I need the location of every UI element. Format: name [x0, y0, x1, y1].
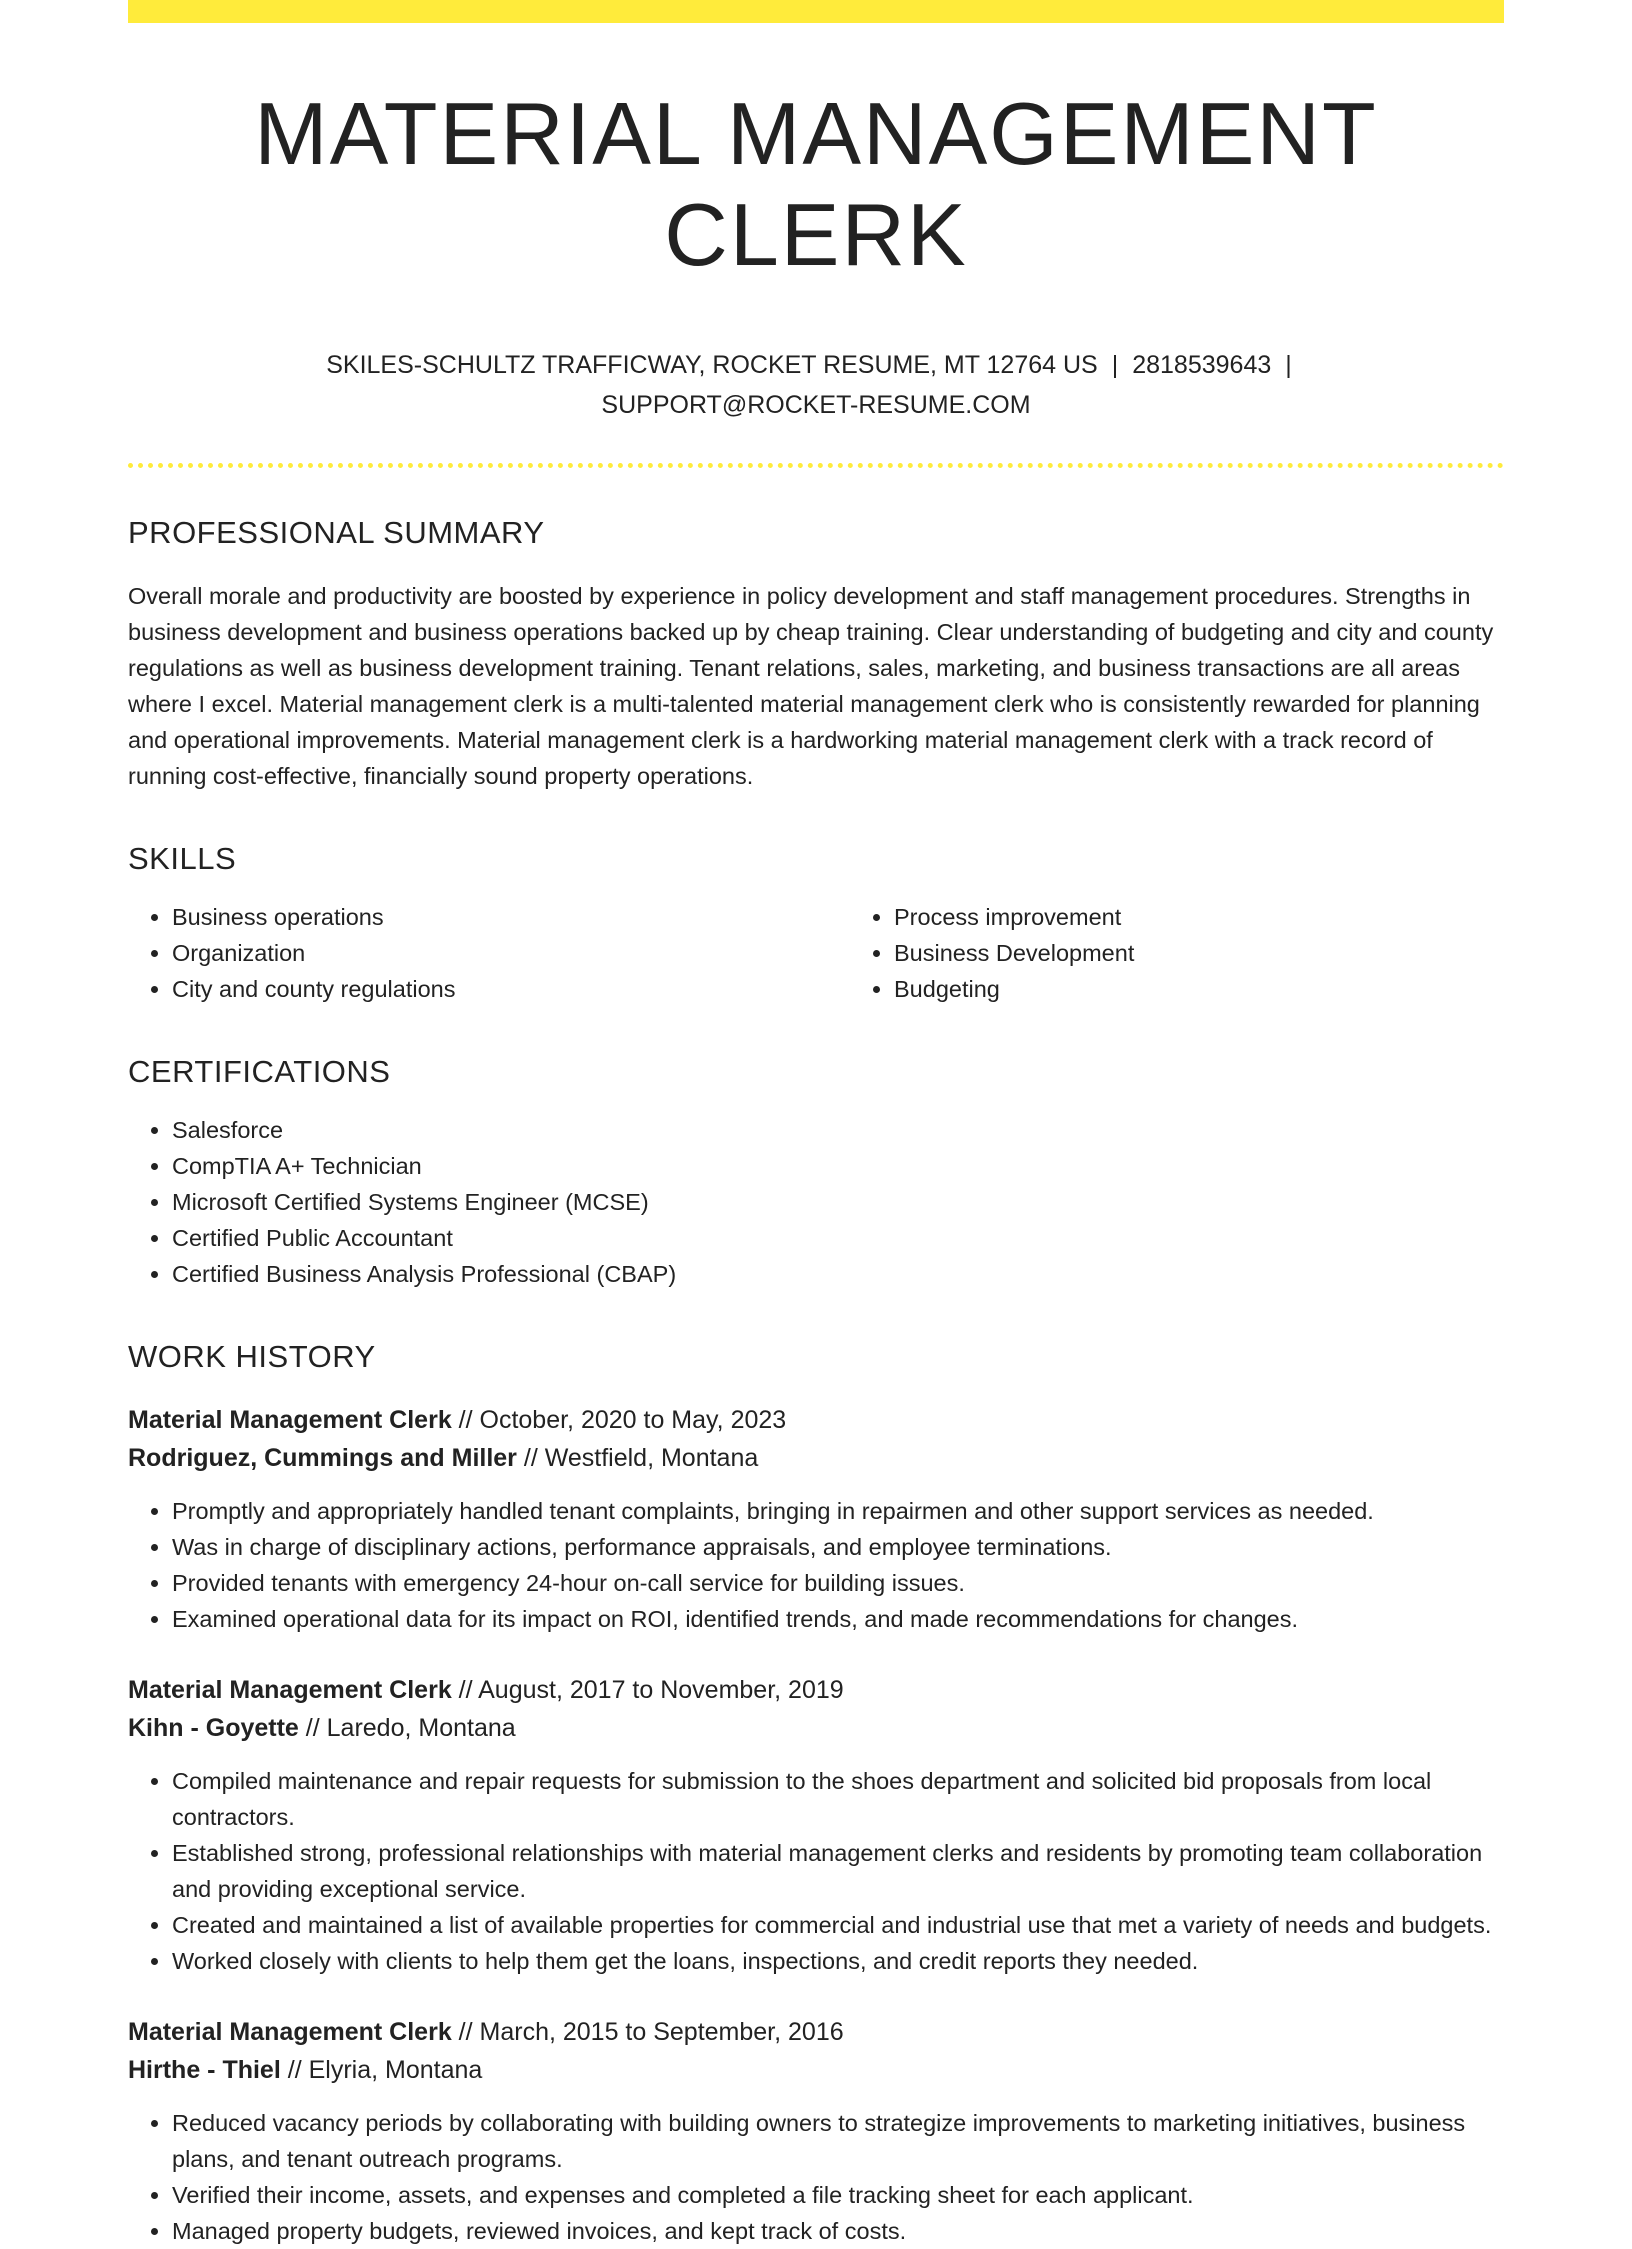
summary-section	[128, 514, 1504, 793]
job-company: Hirthe - Thiel	[128, 2056, 281, 2085]
resume-title: MATERIAL MANAGEMENT CLERK	[254, 84, 1378, 285]
job-entry	[128, 1671, 1504, 1979]
job-bullet: • Provided tenants with emergency 24-hour on-call service for building issues.	[172, 1565, 1504, 1601]
job-company: Rodriguez, Cummings and Miller	[128, 1444, 517, 1473]
job-location: // Westfield, Montana	[523, 1444, 759, 1473]
job-company-line	[128, 1439, 1504, 1477]
work-history-section	[128, 1338, 1504, 2249]
job-bullet: • Created and maintained a list of available properties for commercial and industrial use that met a variety of needs and budgets.	[172, 1907, 1504, 1943]
job-location: // Elyria, Montana	[287, 2056, 483, 2085]
job-bullets	[128, 1493, 1504, 1637]
skill-item: • Organization	[172, 935, 850, 971]
skills-grid	[128, 899, 1504, 1007]
skill-item: • Process improvement	[894, 899, 1572, 935]
job-bullet: • Examined operational data for its impact on ROI, identified trends, and made recommendations for changes.	[172, 1601, 1504, 1637]
certification-item: • Salesforce	[172, 1112, 1504, 1148]
job-bullet: • Managed property budgets, reviewed invoices, and kept track of costs.	[172, 2213, 1504, 2249]
certifications-list	[128, 1112, 1504, 1292]
job-entry	[128, 1401, 1504, 1637]
phone: 2818539643	[1132, 351, 1272, 380]
skill-item: • Business operations	[172, 899, 850, 935]
job-bullet: • Reduced vacancy periods by collaborating with building owners to strategize improvements to marketing initiatives, business plans, and tenant outreach programs.	[172, 2105, 1504, 2177]
job-dates: // October, 2020 to May, 2023	[458, 1406, 787, 1435]
address: SKILES-SCHULTZ TRAFFICWAY, ROCKET RESUME, MT 12764 US	[326, 351, 1098, 380]
certifications-section	[128, 1053, 1504, 1292]
certification-item: • CompTIA A+ Technician	[172, 1148, 1504, 1184]
job-bullet: • Verified their income, assets, and expenses and completed a file tracking sheet for each applicant.	[172, 2177, 1504, 2213]
job-bullet: • Promptly and appropriately handled tenant complaints, bringing in repairmen and other support services as needed.	[172, 1493, 1504, 1529]
job-company: Kihn - Goyette	[128, 1714, 299, 1743]
job-dates: // March, 2015 to September, 2016	[458, 2018, 844, 2047]
certification-item: • Certified Public Accountant	[172, 1220, 1504, 1256]
skill-item: • Budgeting	[894, 971, 1572, 1007]
contact-separator: |	[1285, 351, 1292, 380]
job-title: Material Management Clerk	[128, 1676, 452, 1705]
contact-line-2	[128, 385, 1504, 425]
job-location: // Laredo, Montana	[305, 1714, 516, 1743]
certification-item: • Certified Business Analysis Professional (CBAP)	[172, 1256, 1504, 1292]
top-accent-bar	[128, 0, 1504, 23]
job-bullet: • Established strong, professional relationships with material management clerks and residents by promoting team collaboration and providing exceptional service.	[172, 1835, 1504, 1907]
job-title-line	[128, 1401, 1504, 1439]
certifications-heading: CERTIFICATIONS	[128, 1053, 391, 1089]
job-title: Material Management Clerk	[128, 1406, 452, 1435]
job-title: Material Management Clerk	[128, 2018, 452, 2047]
contact-separator: |	[1111, 351, 1119, 380]
resume-page	[128, 0, 1504, 2249]
skills-list-left	[128, 899, 850, 1007]
dotted-divider	[128, 463, 1504, 468]
work-history-heading: WORK HISTORY	[128, 1338, 376, 1374]
job-company-line	[128, 2051, 1504, 2089]
job-bullet: • Worked closely with clients to help them get the loans, inspections, and credit reports they needed.	[172, 1943, 1504, 1979]
job-title-line	[128, 1671, 1504, 1709]
contact-line-1	[128, 345, 1504, 385]
skills-heading: SKILLS	[128, 840, 237, 876]
skill-item: • Business Development	[894, 935, 1572, 971]
summary-text: Overall morale and productivity are boosted by experience in policy development and staff management procedures. Strengths in business development and business operations backed up by cheap training. Clear understanding of budgeting and city and county regulations as well as business development training. Tenant relations, sales, marketing, and business transactions are all areas where I excel. Material management clerk is a multi-talented material management clerk who is consistently rewarded for planning and operational improvements. Material management clerk is a hardworking material management clerk with a track record of running cost-effective, financially sound property operations.	[128, 582, 1494, 789]
job-bullets	[128, 2105, 1504, 2249]
job-entry	[128, 2013, 1504, 2249]
job-company-line	[128, 1709, 1504, 1747]
skills-section	[128, 840, 1504, 1007]
skill-item: • City and county regulations	[172, 971, 850, 1007]
job-dates: // August, 2017 to November, 2019	[458, 1676, 844, 1705]
job-title-line	[128, 2013, 1504, 2051]
job-bullets	[128, 1763, 1504, 1979]
certification-item: • Microsoft Certified Systems Engineer (MCSE)	[172, 1184, 1504, 1220]
job-bullet: • Was in charge of disciplinary actions, performance appraisals, and employee terminations.	[172, 1529, 1504, 1565]
summary-heading: PROFESSIONAL SUMMARY	[128, 515, 545, 551]
skills-list-right	[850, 899, 1572, 1007]
job-bullet: • Compiled maintenance and repair requests for submission to the shoes department and solicited bid proposals from local contractors.	[172, 1763, 1504, 1835]
contact-info	[128, 345, 1504, 425]
email: SUPPORT@ROCKET-RESUME.COM	[601, 391, 1031, 420]
